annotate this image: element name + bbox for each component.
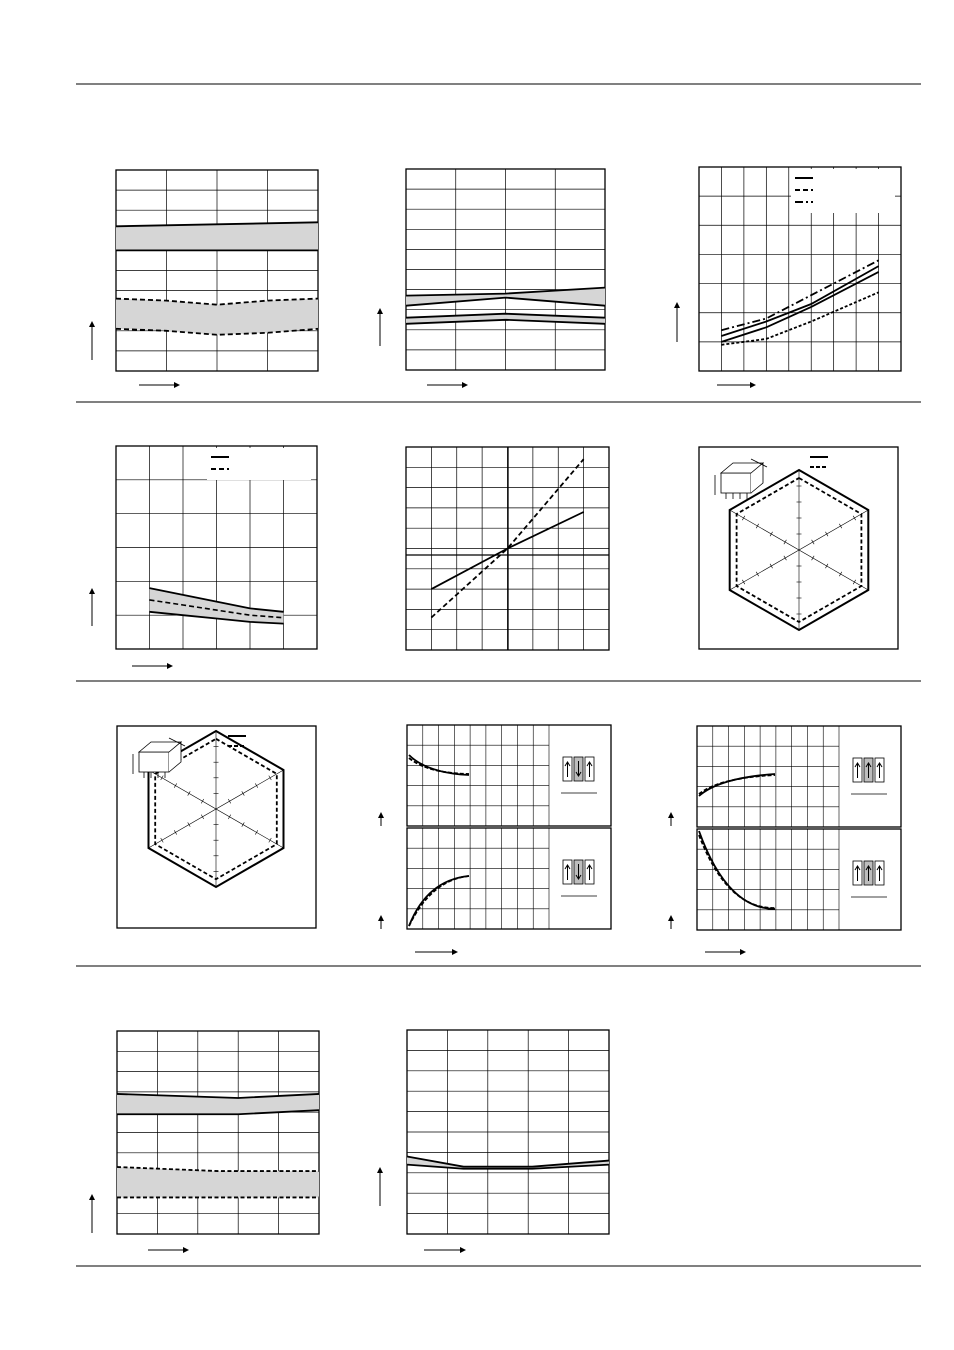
x-axis-arrow-bottom-b	[424, 1247, 466, 1253]
legend-box	[207, 448, 311, 480]
chart-pair-b	[697, 726, 901, 930]
axis-arrow-head	[89, 321, 95, 327]
chart-hex-b	[117, 726, 316, 928]
axis-arrow-head	[167, 663, 173, 669]
axis-arrow-head	[668, 915, 674, 921]
chart-c1	[116, 170, 318, 371]
chart-c2	[406, 169, 605, 370]
axis-arrow-head	[174, 382, 180, 388]
axis-arrow-head	[89, 1194, 95, 1200]
axis-arrow-head	[674, 302, 680, 308]
x-axis-arrow-bottom-a	[148, 1247, 189, 1253]
axis-arrow-head	[462, 382, 468, 388]
chart-bottom-b-grid	[407, 1030, 609, 1234]
axis-arrow-head	[377, 1167, 383, 1173]
chart-c3	[699, 167, 901, 371]
x-axis-arrow-c3	[717, 382, 756, 388]
y-axis-arrow-c2	[377, 308, 383, 346]
chart-c1-grid	[116, 170, 318, 371]
x-axis-arrow-pair-a	[415, 949, 458, 955]
chart-hex-a	[699, 447, 898, 649]
y-axis-arrow-c1	[89, 321, 95, 360]
x-axis-arrow-pair-b	[705, 949, 746, 955]
x-axis-arrow-c4	[132, 663, 173, 669]
y-axis-arrow-pair-a-top	[378, 812, 384, 826]
y-axis-arrow-pair-b-bottom	[668, 915, 674, 929]
chart-bottom-b	[407, 1030, 609, 1234]
chart-bottom-a-grid	[117, 1031, 319, 1234]
y-axis-arrow-pair-a-bottom	[378, 915, 384, 929]
chart-c4	[116, 446, 317, 649]
axis-arrow-head	[378, 915, 384, 921]
axis-arrow-head	[378, 812, 384, 818]
axis-arrow-head	[452, 949, 458, 955]
axis-arrow-head	[740, 949, 746, 955]
x-axis-arrow-c2	[427, 382, 468, 388]
y-axis-arrow-pair-b-top	[668, 812, 674, 826]
y-axis-arrow-bottom-b	[377, 1167, 383, 1206]
axis-arrow-head	[89, 588, 95, 594]
axis-arrow-head	[460, 1247, 466, 1253]
chart-bottom-a	[117, 1031, 319, 1234]
relay-body	[721, 473, 751, 493]
chart-c2-grid	[406, 169, 605, 370]
axis-arrow-head	[183, 1247, 189, 1253]
static-figures	[89, 302, 901, 1253]
axis-arrow-head	[377, 308, 383, 314]
axis-arrow-head	[668, 812, 674, 818]
relay-body	[139, 752, 169, 772]
axis-arrow-head	[750, 382, 756, 388]
chart-pair-a	[407, 725, 611, 929]
y-axis-arrow-c4	[89, 588, 95, 626]
y-axis-arrow-c3	[674, 302, 680, 342]
x-axis-arrow-c1	[139, 382, 180, 388]
y-axis-arrow-bottom-a	[89, 1194, 95, 1233]
